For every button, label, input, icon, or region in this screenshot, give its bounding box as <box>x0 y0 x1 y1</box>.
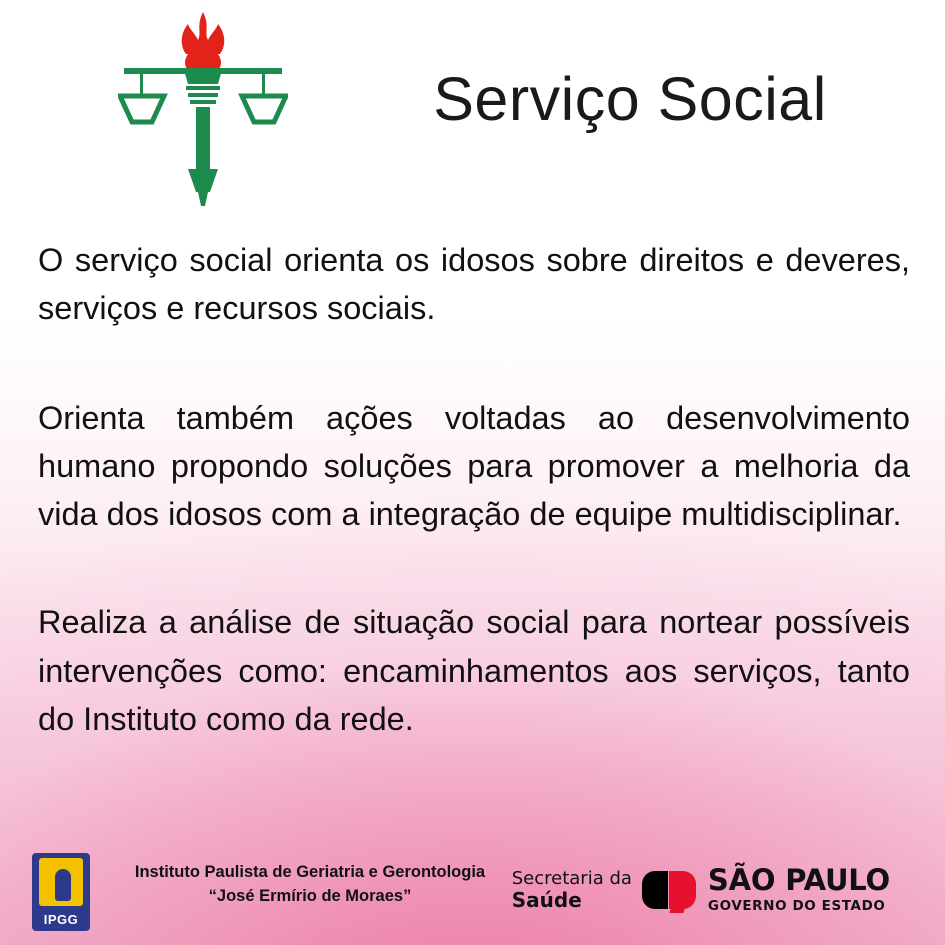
paragraph-2: Orienta também ações voltadas ao desenvolvimento humano propondo soluções para promover a melhoria da vida dos idosos com a integração de equipe multidisciplinar. <box>38 400 910 533</box>
sp-mark-black-shape <box>642 871 668 909</box>
slide-body <box>38 236 910 743</box>
sao-paulo-state-mark-icon <box>642 867 698 913</box>
state-name: SÃO PAULO <box>707 863 890 897</box>
government-branding <box>512 855 890 925</box>
sao-paulo-label <box>707 863 890 914</box>
secretariat-line-1: Secretaria da <box>511 867 632 889</box>
secretariat-label <box>512 868 632 913</box>
ipgg-logo-figure <box>55 869 71 901</box>
slide-footer <box>0 839 945 945</box>
ipgg-logo-inner <box>39 858 83 906</box>
ipgg-name-line-1: Instituto Paulista de Geriatria e Gerontologia <box>134 863 486 881</box>
ipgg-institute-name <box>100 861 520 909</box>
page-title: Serviço Social <box>433 65 827 133</box>
state-subtitle: GOVERNO DO ESTADO <box>707 898 886 914</box>
scales-of-justice-with-flame-icon <box>118 10 288 210</box>
paragraph-1: O serviço social orienta os idosos sobre direitos e deveres, serviços e recursos sociais. <box>38 242 910 327</box>
ipgg-logo-icon <box>32 853 90 931</box>
slide-header <box>0 0 945 210</box>
secretariat-line-2: Saúde <box>511 887 582 912</box>
paragraph-3: Realiza a análise de situação social para nortear possíveis intervenções como: encaminhamentos aos serviços, tanto do Instituto como da rede. <box>38 604 910 737</box>
ipgg-logo-text: IPGG <box>43 912 79 927</box>
ipgg-name-line-2: “José Ermírio de Moraes” <box>208 886 412 905</box>
